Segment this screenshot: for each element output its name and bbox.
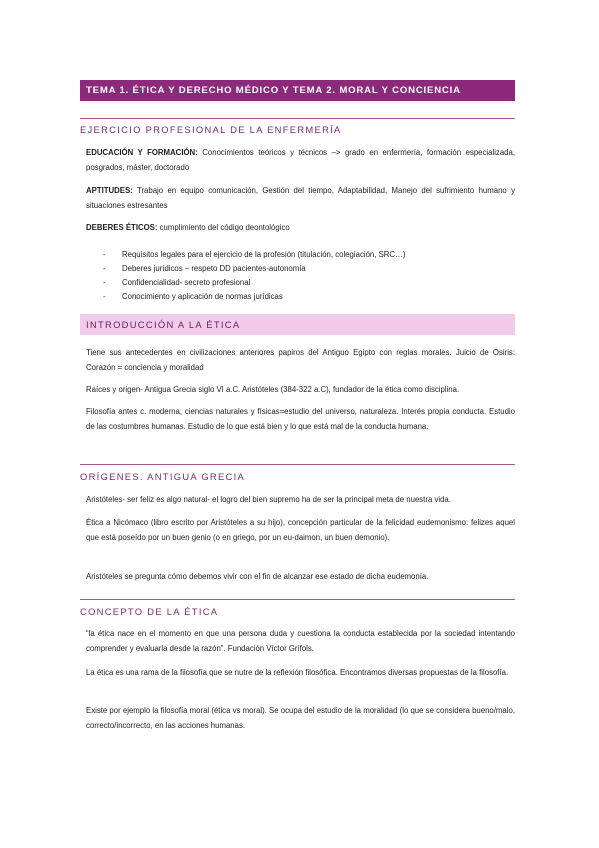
section-divider — [80, 118, 515, 119]
list-item: - Confidencialidad- secreto profesional — [86, 276, 506, 290]
section-heading-origenes: ORÍGENES. ANTIGUA GRECIA — [80, 471, 246, 482]
section-heading-ejercicio: EJERCICIO PROFESIONAL DE LA ENFERMERÍA — [80, 124, 342, 135]
bullet-list-deberes — [86, 248, 506, 304]
paragraph-intro-3: Filosofía antes c. moderna, ciencias naturales y físicas=estudio del universo, naturaleza. Interés propia conducta. Estudio de las costumbres humanas. Estudio de lo que está bien y lo que está mal de la conducta humana. — [86, 407, 515, 431]
paragraph-origenes-3: Aristóteles se pregunta cómo debemos vivir con el fin de alcanzar ese estado de dicha eudemonía. — [86, 572, 429, 581]
label-deberes: DEBERES ÉTICOS: — [86, 223, 158, 232]
list-item-text: Conocimiento y aplicación de normas jurídicas — [122, 292, 283, 301]
label-aptitudes: APTITUDES: — [86, 186, 133, 195]
list-item-text: Deberes jurídicos – respeto DD pacientes-autonomía — [122, 264, 306, 273]
text-aptitudes: Trabajo en equipo comunicación, Gestión del tiempo, Adaptabilidad, Manejo del sufrimiento humano y situaciones estresantes — [86, 186, 515, 210]
paragraph-aptitudes — [86, 183, 515, 213]
text-deberes: cumplimiento del código deontológico — [157, 223, 290, 232]
paragraph-intro-2: Raíces y origen- Antigua Grecia siglo VI a.C. Aristóteles (384-322 a.C), fundador de la ética como disciplina. — [86, 385, 460, 394]
paragraph-educacion — [86, 145, 515, 175]
paragraph-concepto-2: La ética es una rama de la filosofía que se nutre de la reflexión filosófica. Encontramos diversas propuestas de la filosofía. — [86, 668, 509, 677]
paragraph-concepto-1: “la ética nace en el momento en que una persona duda y cuestiona la conducta establecida por la sociedad intentando comprender y evaluarla desde la razón”. Fundación Víctor Grífols. — [86, 629, 515, 653]
section-heading-introduccion: INTRODUCCIÓN A LA ÉTICA — [80, 314, 515, 335]
section-divider — [80, 599, 515, 600]
list-item: - Requisitos legales para el ejercicio de la profesión (titulación, colegiación, SRC…) — [86, 248, 506, 262]
section-divider — [80, 464, 515, 465]
paragraph-concepto-3: Existe por ejemplo la filosofía moral (ética vs moral). Se ocupa del estudio de la moralidad (lo que se considera bueno/malo, correcto/incorrecto, en las acciones humanas. — [86, 706, 515, 730]
text-educacion: Conocimientos teóricos y técnicos –> grado en enfermería, formación especializada, posgrados, máster, doctorado — [86, 148, 515, 172]
list-item: - Deberes jurídicos – respeto DD pacientes-autonomía — [86, 262, 506, 276]
list-item-text: Confidencialidad- secreto profesional — [122, 278, 251, 287]
paragraph-intro-1: Tiene sus antecedentes en civilizaciones anteriores papiros del Antiguo Egipto con reglas morales. Juicio de Osiris: Corazón = conciencia y moralidad — [86, 348, 515, 372]
paragraph-origenes-2: Ética a Nicómaco (libro escrito por Aristóteles a su hijo), concepción particular de la felicidad eudemonismo: felizes aquel que está poseído por un buen genio (o en griego, por un eu-daimon, un buen demonio). — [86, 518, 515, 542]
section-heading-concepto: CONCEPTO DE LA ÉTICA — [80, 606, 219, 617]
document-title: TEMA 1. ÉTICA Y DERECHO MÉDICO Y TEMA 2. MORAL Y CONCIENCIA — [80, 80, 515, 101]
list-item: - Conocimiento y aplicación de normas jurídicas — [86, 290, 506, 304]
paragraph-deberes — [86, 220, 515, 235]
label-educacion: EDUCACIÓN Y FORMACIÓN: — [86, 148, 198, 157]
list-item-text: Requisitos legales para el ejercicio de la profesión (titulación, colegiación, SRC…) — [122, 250, 406, 259]
paragraph-origenes-1: Aristóteles- ser feliz es algo natural- el logro del bien supremo ha de ser la principal meta de nuestra vida. — [86, 495, 451, 504]
